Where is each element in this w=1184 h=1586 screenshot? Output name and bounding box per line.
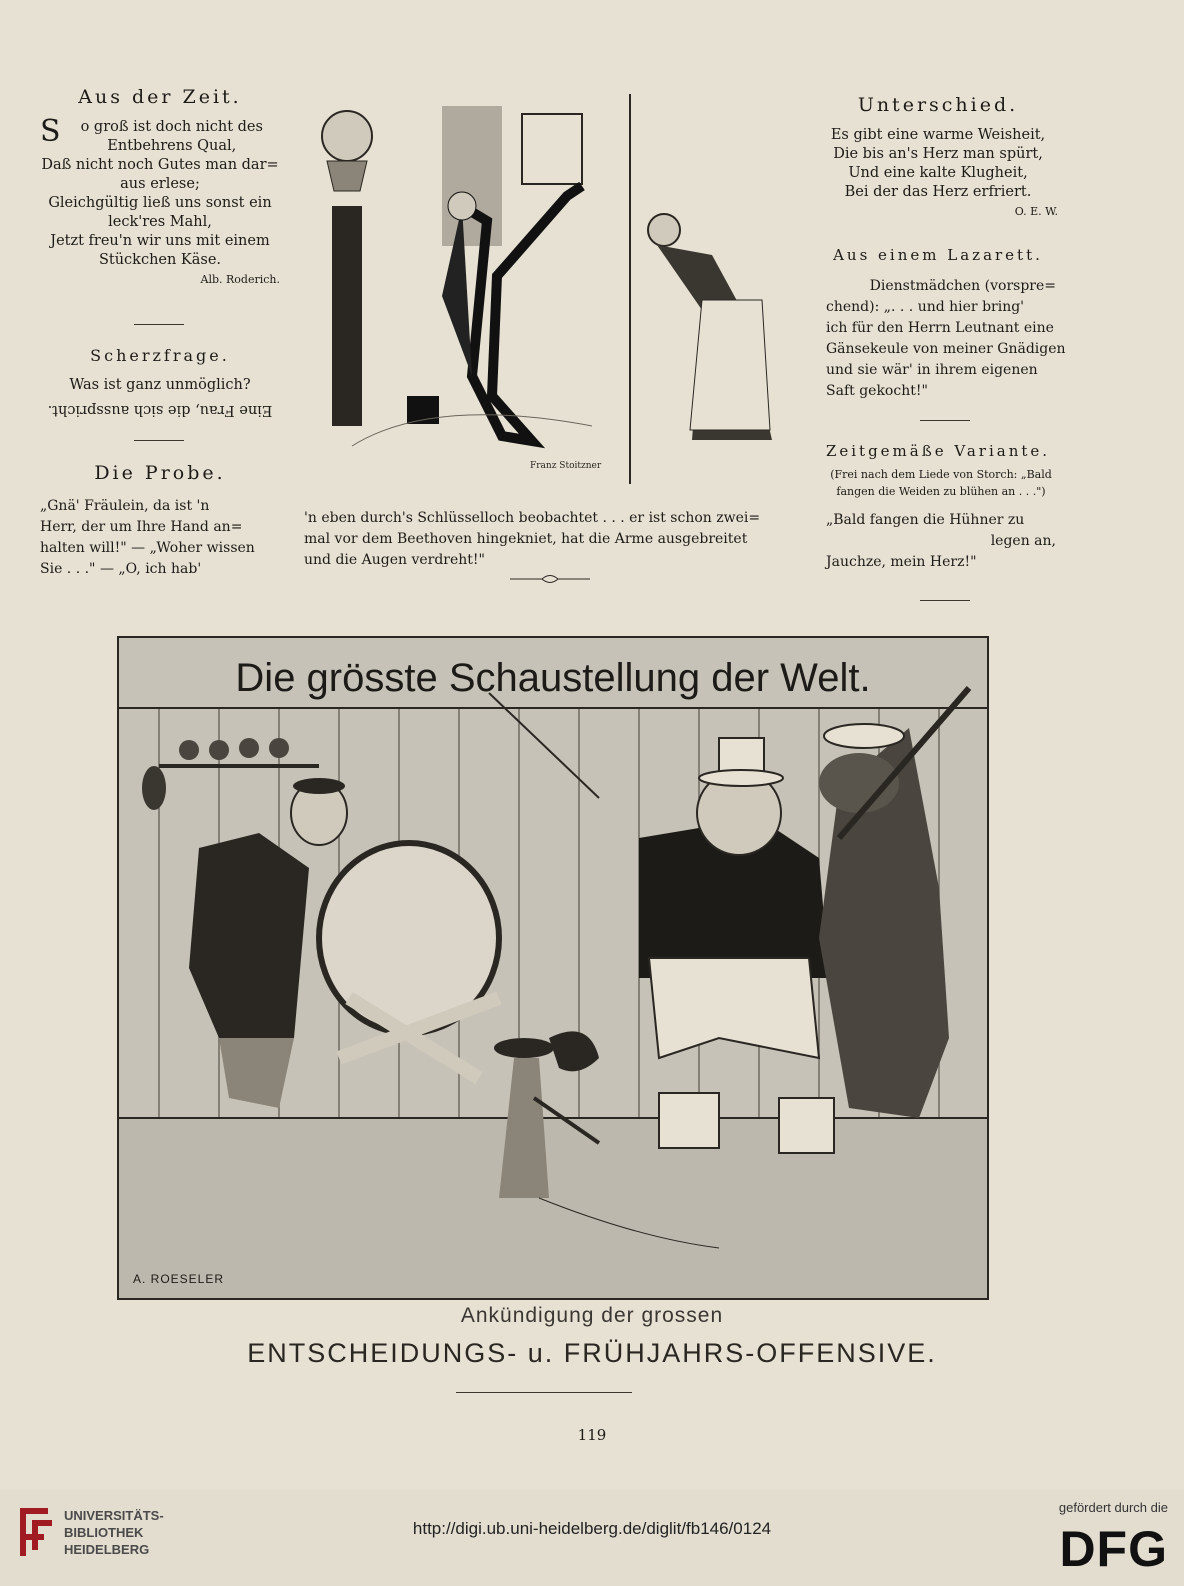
library-line: UNIVERSITÄTS-	[64, 1508, 164, 1523]
poem2-line: Und eine kalte Klugheit,	[848, 165, 1028, 181]
poem1-line: Jetzt freu'n wir uns mit einem	[50, 233, 270, 249]
divider	[456, 1392, 632, 1393]
cartoon-caption-line2: ENTSCHEIDUNGS- u. FRÜHJAHRS-OFFENSIVE.	[247, 1338, 937, 1368]
library-line: HEIDELBERG	[64, 1542, 150, 1557]
column-divider	[629, 94, 631, 484]
riddle-answer: Eine Frau, die sich ausspricht.	[47, 402, 273, 418]
probe-line: Sie . . ." — „O, ich hab'	[40, 561, 202, 577]
main-cartoon	[117, 636, 989, 1300]
divider	[134, 440, 184, 441]
poem1-line: Gleichgültig ließ uns sonst ein	[48, 195, 272, 211]
divider	[134, 324, 184, 325]
variante-title: Zeitgemäße Variante.	[825, 442, 1051, 460]
poem2-author: O. E. W.	[1014, 205, 1058, 218]
poem1-line: aus erlese;	[120, 176, 200, 192]
poem1-dropcap: S	[40, 114, 61, 149]
riddle-title: Scherzfrage.	[90, 346, 230, 365]
poem2-line: Bei der das Herz erfriert.	[844, 184, 1032, 200]
variante-note-line: fangen die Weiden zu blühen an . . .")	[836, 485, 1046, 498]
poem1-title: Aus der Zeit.	[78, 86, 242, 108]
ornament-icon	[510, 572, 590, 586]
lazarett-line: und sie wär' in ihrem eigenen	[826, 362, 1038, 378]
probe-col2	[304, 508, 800, 571]
lazarett-line: chend): „. . . und hier bring'	[826, 299, 1025, 315]
beethoven-cartoon	[312, 96, 617, 481]
riddle-question: Was ist ganz unmöglich?	[69, 377, 251, 393]
probe-line: Herr, der um Ihre Hand an=	[40, 519, 243, 535]
dfg-logo: DFG	[1059, 1521, 1168, 1577]
cartoon-banner: Die grösste Schaustellung der Welt.	[235, 656, 871, 700]
poem2-line: Die bis an's Herz man spürt,	[833, 146, 1043, 162]
variante-note-line: (Frei nach dem Liede von Storch: „Bald	[830, 468, 1052, 481]
cartoon-signature: A. ROESELER	[133, 1272, 225, 1286]
lazarett-title: Aus einem Lazarett.	[833, 246, 1043, 264]
top-cartoon-signature: Franz Stoitzner	[530, 461, 602, 471]
poem2-title: Unterschied.	[857, 94, 1019, 116]
variante-line: Jauchze, mein Herz!"	[826, 554, 977, 570]
poem1-line: Stückchen Käse.	[98, 252, 222, 268]
poem1-line: Daß nicht noch Gutes man dar=	[41, 157, 279, 173]
probe-line: mal vor dem Beethoven hingekniet, hat die Arme ausgebreitet	[304, 531, 748, 547]
divider	[920, 420, 970, 421]
poem2-line: Es gibt eine warme Weisheit,	[830, 127, 1046, 143]
poem1-line: o groß ist doch nicht des	[80, 119, 263, 135]
lazarett-line: Dienstmädchen (vorspre=	[869, 278, 1056, 294]
poem1-line: Entbehrens Qual,	[107, 138, 237, 154]
probe-line: 'n eben durch's Schlüsselloch beobachtet . . . er ist schon zwei=	[304, 510, 761, 526]
stage-illustration	[119, 638, 987, 1298]
lazarett-line: Gänsekeule von meiner Gnädigen	[826, 341, 1066, 357]
probe-line: und die Augen verdreht!"	[304, 552, 485, 568]
cartoon-caption-line1: Ankündigung der grossen	[460, 1304, 724, 1327]
poem1-author: Alb. Roderich.	[200, 273, 280, 286]
variante-line: „Bald fangen die Hühner zu	[826, 512, 1025, 528]
lazarett-body	[826, 276, 1066, 402]
lazarett-line: Saft gekocht!"	[826, 383, 928, 399]
funder-caption: gefördert durch die	[1058, 1500, 1168, 1515]
maid-figure	[632, 190, 782, 490]
lazarett-line: ich für den Herrn Leutnant eine	[826, 320, 1054, 336]
variante-body	[826, 510, 1056, 573]
probe-line: „Gnä' Fräulein, da ist 'n	[40, 498, 210, 514]
poem1-line: leck'res Mahl,	[108, 214, 212, 230]
probe-col1	[40, 496, 280, 580]
poem2-body	[818, 126, 1058, 221]
library-line: BIBLIOTHEK	[64, 1525, 144, 1540]
variante-note	[826, 466, 1056, 500]
poem1-body	[40, 114, 280, 289]
probe-line: halten will!" — „Woher wissen	[40, 540, 255, 556]
divider	[920, 600, 970, 601]
page-number: 119	[577, 1426, 607, 1444]
probe-title: Die Probe.	[94, 462, 226, 484]
variante-line: legen an,	[990, 533, 1056, 549]
permalink-url[interactable]: http://digi.ub.uni-heidelberg.de/diglit/fb146/0124	[412, 1519, 772, 1538]
